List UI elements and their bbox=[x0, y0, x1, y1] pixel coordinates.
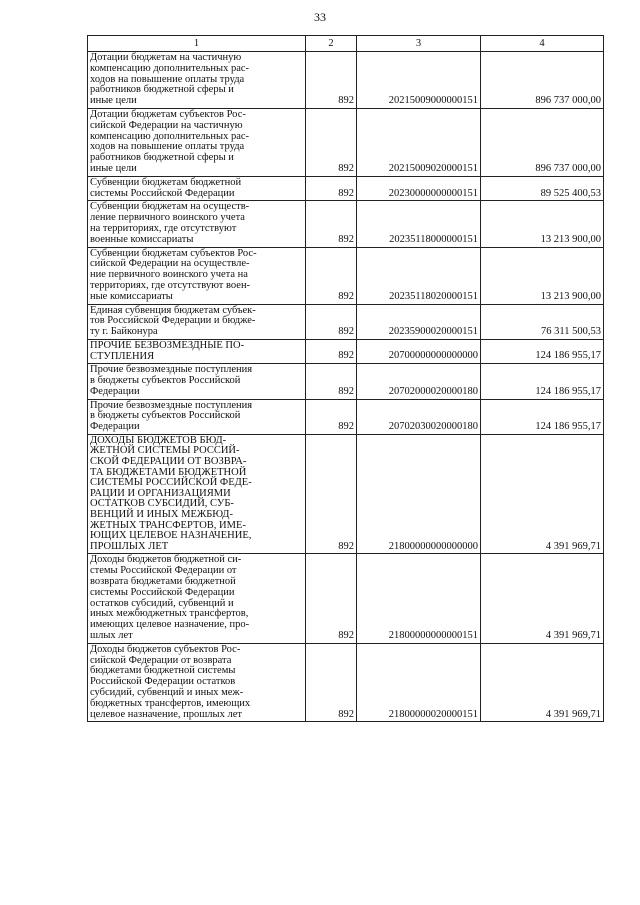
admin-code-cell: 892 bbox=[306, 247, 357, 304]
row-name-line: сийской Федерации на осуществле- bbox=[90, 258, 250, 270]
admin-code-cell: 892 bbox=[306, 52, 357, 109]
table-row bbox=[88, 247, 604, 304]
row-name-line: ВЕНЦИЙ И ИНЫХ МЕЖБЮД- bbox=[90, 509, 233, 521]
header-col-4: 4 bbox=[481, 36, 604, 52]
row-name-line: Субвенции бюджетам субъектов Рос- bbox=[90, 247, 257, 259]
table-row bbox=[88, 643, 604, 722]
row-name-cell bbox=[88, 399, 306, 434]
row-name-line: ту г. Байконура bbox=[90, 326, 158, 338]
amount-cell: 13 213 900,00 bbox=[481, 201, 604, 247]
row-name-line: Субвенции бюджетам на осуществ- bbox=[90, 201, 250, 213]
row-name-line: Федерации bbox=[90, 385, 140, 397]
row-name-line: ЮЩИХ ЦЕЛЕВОЕ НАЗНАЧЕНИЕ, bbox=[90, 530, 252, 542]
amount-cell: 124 186 955,17 bbox=[481, 399, 604, 434]
revenue-code-cell: 21800000020000151 bbox=[357, 643, 481, 722]
table-row bbox=[88, 364, 604, 399]
revenue-code-cell: 20700000000000000 bbox=[357, 339, 481, 363]
row-name-line: Федерации bbox=[90, 421, 140, 433]
amount-cell: 4 391 969,71 bbox=[481, 554, 604, 643]
amount-cell: 4 391 969,71 bbox=[481, 434, 604, 554]
table-row bbox=[88, 201, 604, 247]
amount-cell: 896 737 000,00 bbox=[481, 108, 604, 176]
row-name-line: ЖЕТНОЙ СИСТЕМЫ РОССИЙ- bbox=[90, 445, 240, 457]
row-name-line: бюджетами бюджетной системы bbox=[90, 665, 236, 677]
row-name-line: Российской Федерации остатков bbox=[90, 676, 236, 688]
admin-code-cell: 892 bbox=[306, 643, 357, 722]
table-row bbox=[88, 52, 604, 109]
row-name-line: Дотации бюджетам на частичную bbox=[90, 52, 242, 63]
row-name-line: работников бюджетной сферы и bbox=[90, 152, 234, 164]
row-name-line: субсидий, субвенций и иных меж- bbox=[90, 686, 244, 698]
row-name-line: бюджетных трансфертов, имеющих bbox=[90, 697, 251, 709]
admin-code-cell: 892 bbox=[306, 434, 357, 554]
row-name-line: на территориях, где отсутствуют bbox=[90, 222, 237, 234]
row-name-line: Субвенции бюджетам бюджетной bbox=[90, 176, 242, 188]
row-name-line: ПРОЧИЕ БЕЗВОЗМЕЗДНЫЕ ПО- bbox=[90, 339, 245, 351]
row-name-line: ные комиссариаты bbox=[90, 290, 173, 302]
revenue-code-cell: 20235900020000151 bbox=[357, 304, 481, 339]
amount-cell: 124 186 955,17 bbox=[481, 339, 604, 363]
row-name-line: РАЦИИ И ОРГАНИЗАЦИЯМИ bbox=[90, 487, 231, 499]
row-name-line: Прочие безвозмездные поступления bbox=[90, 399, 253, 411]
row-name-line: ТА БЮДЖЕТАМИ БЮДЖЕТНОЙ bbox=[90, 466, 247, 478]
row-name-line: системы Российской Федерации bbox=[90, 586, 235, 598]
row-name-cell bbox=[88, 52, 306, 109]
row-name-line: ПРОШЛЫХ ЛЕТ bbox=[90, 540, 169, 552]
row-name-line: работников бюджетной сферы и bbox=[90, 84, 234, 96]
row-name-line: Единая субвенция бюджетам субъек- bbox=[90, 304, 256, 316]
row-name-line: СКОЙ ФЕДЕРАЦИИ ОТ ВОЗВРА- bbox=[90, 456, 247, 468]
row-name-line: компенсацию дополнительных рас- bbox=[90, 130, 250, 142]
revenue-code-cell: 20230000000000151 bbox=[357, 176, 481, 201]
row-name-line: в бюджеты субъектов Российской bbox=[90, 410, 241, 422]
row-name-cell bbox=[88, 176, 306, 201]
admin-code-cell: 892 bbox=[306, 339, 357, 363]
page-number: 33 bbox=[314, 10, 326, 24]
admin-code-cell: 892 bbox=[306, 201, 357, 247]
row-name-cell bbox=[88, 554, 306, 643]
budget-revenue-table bbox=[87, 35, 604, 722]
header-col-3: 3 bbox=[357, 36, 481, 52]
row-name-line: ЖЕТНЫХ ТРАНСФЕРТОВ, ИМЕ- bbox=[90, 519, 246, 531]
row-name-line: тов Российской Федерации и бюдже- bbox=[90, 315, 256, 327]
table-row bbox=[88, 108, 604, 176]
amount-cell: 124 186 955,17 bbox=[481, 364, 604, 399]
row-name-line: ходов на повышение оплаты труда bbox=[90, 73, 245, 85]
row-name-line: остатков субсидий, субвенций и bbox=[90, 597, 234, 609]
admin-code-cell: 892 bbox=[306, 108, 357, 176]
row-name-line: в бюджеты субъектов Российской bbox=[90, 374, 241, 386]
row-name-line: Дотации бюджетам субъектов Рос- bbox=[90, 108, 246, 120]
row-name-line: иные цели bbox=[90, 162, 137, 174]
header-col-2: 2 bbox=[306, 36, 357, 52]
table-row bbox=[88, 339, 604, 363]
row-name-line: военные комиссариаты bbox=[90, 233, 194, 245]
table-row bbox=[88, 554, 604, 643]
row-name-line: шлых лет bbox=[90, 630, 133, 641]
amount-cell: 13 213 900,00 bbox=[481, 247, 604, 304]
admin-code-cell: 892 bbox=[306, 176, 357, 201]
table-row bbox=[88, 399, 604, 434]
revenue-code-cell: 20215009000000151 bbox=[357, 52, 481, 109]
row-name-cell bbox=[88, 304, 306, 339]
revenue-code-cell: 20702030020000180 bbox=[357, 399, 481, 434]
table-body bbox=[88, 52, 604, 722]
row-name-line: имеющих целевое назначение, про- bbox=[90, 619, 250, 631]
row-name-line: ходов на повышение оплаты труда bbox=[90, 141, 245, 153]
row-name-line: стемы Российской Федерации от bbox=[90, 565, 237, 577]
row-name-cell bbox=[88, 364, 306, 399]
row-name-cell bbox=[88, 201, 306, 247]
row-name-line: ОСТАТКОВ СУБСИДИЙ, СУБ- bbox=[90, 498, 234, 510]
admin-code-cell: 892 bbox=[306, 364, 357, 399]
row-name-line: Доходы бюджетов бюджетной си- bbox=[90, 554, 242, 566]
row-name-line: системы Российской Федерации bbox=[90, 187, 235, 199]
row-name-line: Прочие безвозмездные поступления bbox=[90, 364, 253, 376]
admin-code-cell: 892 bbox=[306, 399, 357, 434]
row-name-line: ление первичного воинского учета bbox=[90, 212, 245, 224]
row-name-cell bbox=[88, 247, 306, 304]
row-name-line: возврата бюджетами бюджетной bbox=[90, 576, 236, 588]
row-name-line: СТУПЛЕНИЯ bbox=[90, 350, 155, 362]
row-name-cell bbox=[88, 434, 306, 554]
row-name-cell bbox=[88, 339, 306, 363]
row-name-line: иных межбюджетных трансфертов, bbox=[90, 608, 249, 620]
row-name-line: ДОХОДЫ БЮДЖЕТОВ БЮД- bbox=[90, 434, 227, 446]
table-row bbox=[88, 304, 604, 339]
admin-code-cell: 892 bbox=[306, 304, 357, 339]
row-name-cell bbox=[88, 108, 306, 176]
row-name-line: территориях, где отсутствуют воен- bbox=[90, 279, 251, 291]
row-name-line: ние первичного воинского учета на bbox=[90, 269, 248, 281]
revenue-code-cell: 21800000000000151 bbox=[357, 554, 481, 643]
row-name-line: СИСТЕМЫ РОССИЙСКОЙ ФЕДЕ- bbox=[90, 477, 252, 489]
revenue-code-cell: 20215009020000151 bbox=[357, 108, 481, 176]
row-name-cell bbox=[88, 643, 306, 722]
amount-cell: 896 737 000,00 bbox=[481, 52, 604, 109]
table-row bbox=[88, 434, 604, 554]
revenue-code-cell: 20235118020000151 bbox=[357, 247, 481, 304]
row-name-line: сийской Федерации на частичную bbox=[90, 119, 243, 131]
revenue-code-cell: 20235118000000151 bbox=[357, 201, 481, 247]
amount-cell: 89 525 400,53 bbox=[481, 176, 604, 201]
row-name-line: сийской Федерации от возврата bbox=[90, 654, 232, 666]
header-col-1: 1 bbox=[88, 36, 306, 52]
table-row bbox=[88, 176, 604, 201]
amount-cell: 4 391 969,71 bbox=[481, 643, 604, 722]
amount-cell: 76 311 500,53 bbox=[481, 304, 604, 339]
row-name-line: компенсацию дополнительных рас- bbox=[90, 62, 250, 74]
revenue-code-cell: 21800000000000000 bbox=[357, 434, 481, 554]
revenue-code-cell: 20702000020000180 bbox=[357, 364, 481, 399]
row-name-line: целевое назначение, прошлых лет bbox=[90, 708, 242, 720]
admin-code-cell: 892 bbox=[306, 554, 357, 643]
row-name-line: Доходы бюджетов субъектов Рос- bbox=[90, 643, 241, 655]
table-header-row bbox=[88, 36, 604, 52]
row-name-line: иные цели bbox=[90, 95, 137, 107]
